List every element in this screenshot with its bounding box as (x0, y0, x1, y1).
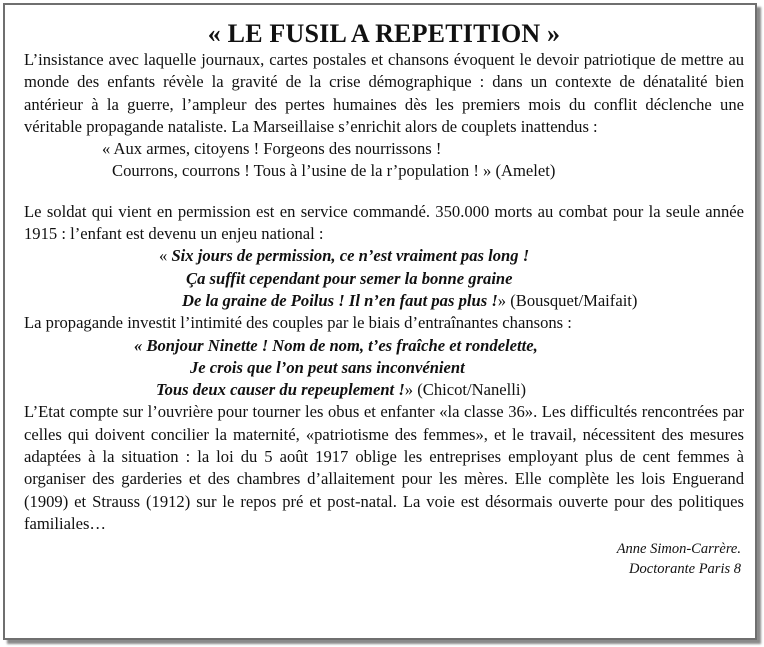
page-title: « LE FUSIL A REPETITION » (207, 19, 561, 48)
quote-3-line-2: Je crois que l’on peut sans inconvénient (190, 357, 465, 377)
quote-2-line-3 (24, 290, 744, 312)
quote-1-line-2: Courrons, courrons ! Tous à l’usine de la r’population ! » (Amelet) (112, 161, 556, 181)
quote-2-close: » (Bousquet/Maifait) (497, 290, 638, 310)
paragraph-1: L’insistance avec laquelle journaux, cartes postales et chansons évoquent le devoir patriotique de mettre au monde des enfants révèle la gravité de la crise démographique : dans un contexte de dénatalité bien antérieur à la guerre, l’ampleur des pertes humaines dès les premiers mois du conflit déclenche une véritable propagande nataliste. La Marseillaise s’enrichit alors de couplets inattendus : (24, 50, 744, 136)
spacer (24, 183, 744, 201)
signature-role: Doctorante Paris 8 (629, 561, 741, 578)
quote-3-line-3 (24, 379, 744, 401)
paragraph-4: L’Etat compte sur l’ouvrière pour tourner les obus et enfanter «la classe 36». Les difficultés rencontrées par celles qui doivent concilier la maternité, «patriotisme des femmes», et le travail, nécessitent des mesures adaptées à la situation : la loi du 5 août 1917 oblige les entreprises employant plus de cent femmes à organiser des garderies et des chambres d’allaitement pour les mères. Elle complète les lois Enguerand (1909) et Strauss (1912) sur le repos pré et post-natal. La voie est désormais ouverte pour des politiques familiales… (24, 402, 744, 533)
document-content (24, 19, 744, 579)
quote-3-line-1: « Bonjour Ninette ! Nom de nom, t’es fraîche et rondelette, (134, 335, 538, 355)
quote-2-text-3: De la graine de Poilus ! Il n’en faut pas plus ! (182, 290, 498, 310)
quote-2-line-1 (24, 245, 744, 267)
quote-2-text-1: Six jours de permission, ce n’est vraiment pas long ! (171, 246, 530, 266)
quote-3-text-3: Tous deux causer du repeuplement ! (156, 380, 405, 400)
document-frame (3, 3, 757, 640)
quote-2-open: « (159, 246, 172, 266)
quote-2-line-2: Ça suffit cependant pour semer la bonne graine (186, 268, 513, 288)
paragraph-2: Le soldat qui vient en permission est en service commandé. 350.000 morts au combat pour la seule année 1915 : l’enfant est devenu un enjeu national : (24, 201, 744, 244)
paragraph-3: La propagande investit l’intimité des couples par le biais d’entraînantes chansons : (24, 313, 572, 333)
quote-1-line-1: « Aux armes, citoyens ! Forgeons des nourrissons ! (102, 139, 442, 159)
signature-name: Anne Simon-Carrère. (616, 541, 741, 558)
quote-3-close: » (Chicot/Nanelli) (404, 380, 526, 400)
